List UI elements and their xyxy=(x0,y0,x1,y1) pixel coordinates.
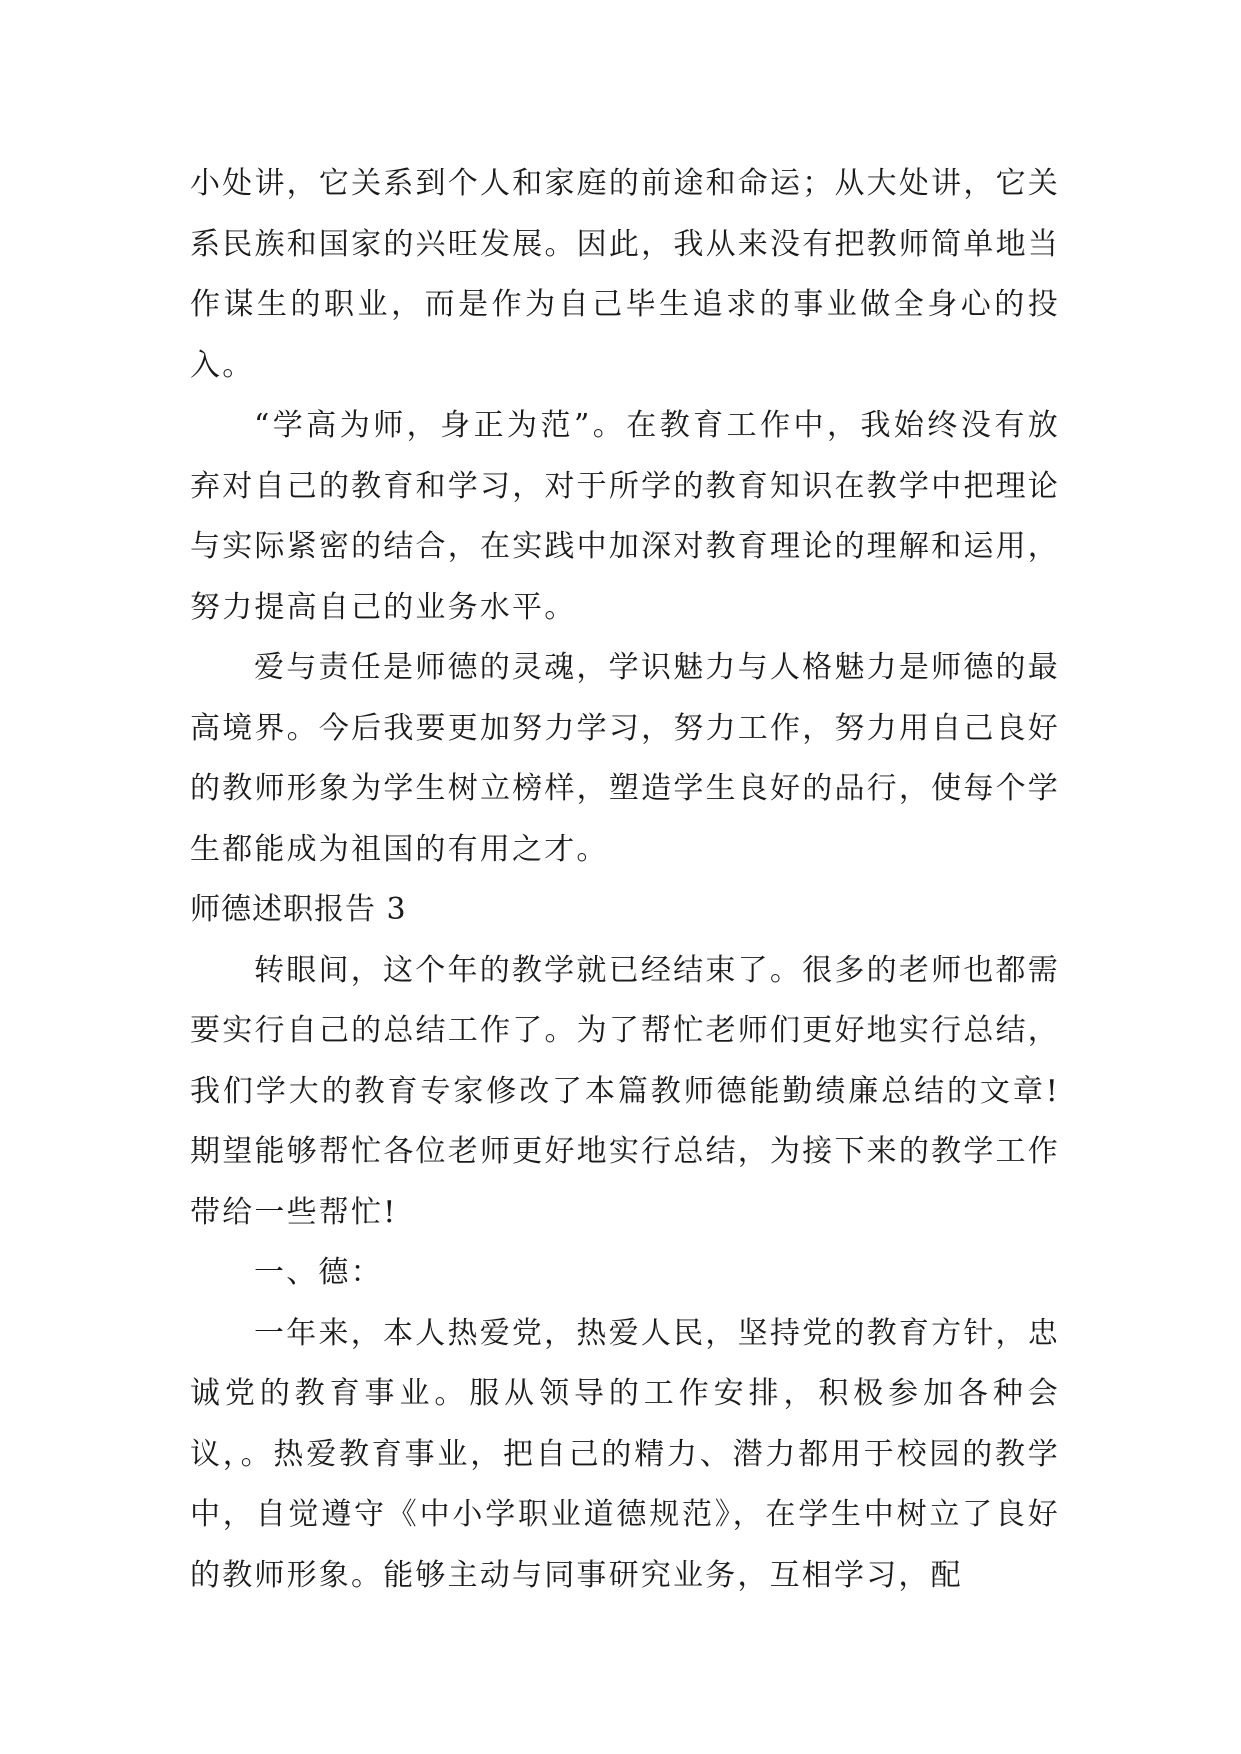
document-body xyxy=(190,154,1060,1606)
paragraph-continuation: 小处讲，它关系到个人和家庭的前途和命运；从大处讲，它关系民族和国家的兴旺发展。因此，我从来没有把教师简单地当作谋生的职业，而是作为自己毕生追求的事业做全身心的投入。 xyxy=(190,166,1060,383)
paragraph-virtue: 一年来，本人热爱党，热爱人民，坚持党的教育方针，忠诚党的教育事业。服从领导的工作安排，积极参加各种会议，。热爱教育事业，把自己的精力、潜力都用于校园的教学中，自觉遵守《中小学职业道德规范》，在学生中树立了良好的教师形象。能够主动与同事研究业务，互相学习，配 xyxy=(190,1315,1060,1593)
paragraph-intro: 转眼间，这个年的教学就已经结束了。很多的老师也都需要实行自己的总结工作了。为了帮忙老师们更好地实行总结，我们学大的教育专家修改了本篇教师德能勤绩廉总结的文章!期望能够帮忙各位老师更好地实行总结，为接下来的教学工作带给一些帮忙! xyxy=(190,952,1060,1230)
section-heading: 师德述职报告 3 xyxy=(190,892,407,927)
paragraph-study-and-teaching: “学高为师，身正为范”。在教育工作中，我始终没有放弃对自己的教育和学习，对于所学的教育知识在教学中把理论与实际紧密的结合，在实践中加深对教育理论的理解和运用，努力提高自己的业务水平。 xyxy=(190,408,1060,625)
subheading-virtue: 一、德： xyxy=(254,1255,383,1290)
paragraph-love-and-responsibility: 爱与责任是师德的灵魂，学识魅力与人格魅力是师德的最高境界。今后我要更加努力学习，努力工作，努力用自己良好的教师形象为学生树立榜样，塑造学生良好的品行，使每个学生都能成为祖国的有用之才。 xyxy=(190,650,1060,867)
